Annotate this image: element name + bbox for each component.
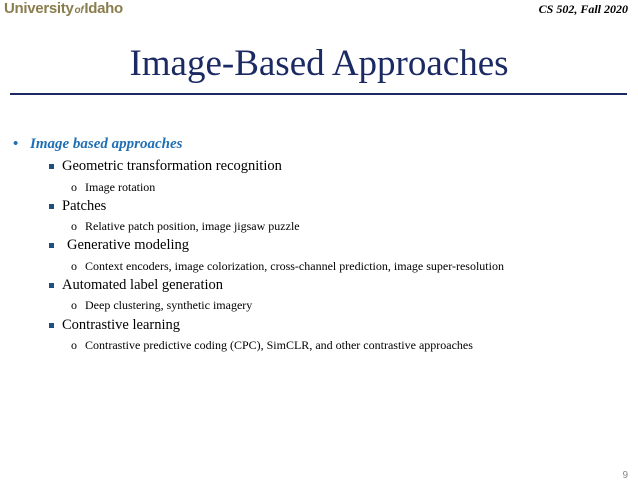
list-item-label: Patches — [62, 198, 107, 214]
sub-list-item-label: Relative patch position, image jigsaw puzzle — [85, 219, 300, 233]
logo-word-idaho: Idaho — [84, 0, 123, 17]
sub-list-item — [71, 259, 504, 274]
list-item — [62, 158, 282, 175]
list-item-label: Automated label generation — [62, 277, 224, 293]
square-bullet-icon — [49, 323, 54, 328]
list-item — [62, 317, 180, 334]
circle-bullet-icon: o — [71, 298, 77, 312]
sub-list-item-label: Image rotation — [85, 180, 156, 194]
circle-bullet-icon: o — [71, 338, 77, 352]
circle-bullet-icon: o — [71, 180, 77, 194]
bullet-dot-icon: • — [13, 136, 19, 152]
main-bullet-label: Image based approaches — [30, 136, 183, 152]
square-bullet-icon — [49, 283, 54, 288]
sub-list-item — [71, 219, 300, 234]
list-item-label: Contrastive learning — [62, 317, 180, 333]
logo-word-university: University — [4, 0, 74, 17]
sub-list-item-label: Context encoders, image colorization, cross-channel prediction, image super-resolution — [85, 259, 504, 273]
list-item — [62, 277, 223, 294]
circle-bullet-icon: o — [71, 259, 77, 273]
course-label: CS 502, Fall 2020 — [538, 2, 628, 16]
logo-word-of: of — [74, 5, 84, 16]
sub-list-item-label: Deep clustering, synthetic imagery — [85, 298, 253, 312]
square-bullet-icon — [49, 243, 54, 248]
page-number: 9 — [622, 470, 628, 481]
square-bullet-icon — [49, 204, 54, 209]
list-item — [67, 237, 189, 254]
sub-list-item-label: Contrastive predictive coding (CPC), SimCLR, and other contrastive approaches — [85, 338, 473, 352]
circle-bullet-icon: o — [71, 219, 77, 233]
title-divider — [10, 93, 627, 95]
sub-list-item — [71, 298, 253, 313]
list-item-label: Generative modeling — [67, 237, 189, 253]
list-item-label: Geometric transformation recognition — [62, 158, 282, 174]
square-bullet-icon — [49, 164, 54, 169]
main-bullet — [13, 136, 183, 153]
list-item — [62, 198, 106, 215]
sub-list-item — [71, 338, 473, 353]
sub-list-item — [71, 180, 156, 195]
university-logo — [4, 0, 123, 18]
slide-title: Image-Based Approaches — [129, 43, 509, 84]
